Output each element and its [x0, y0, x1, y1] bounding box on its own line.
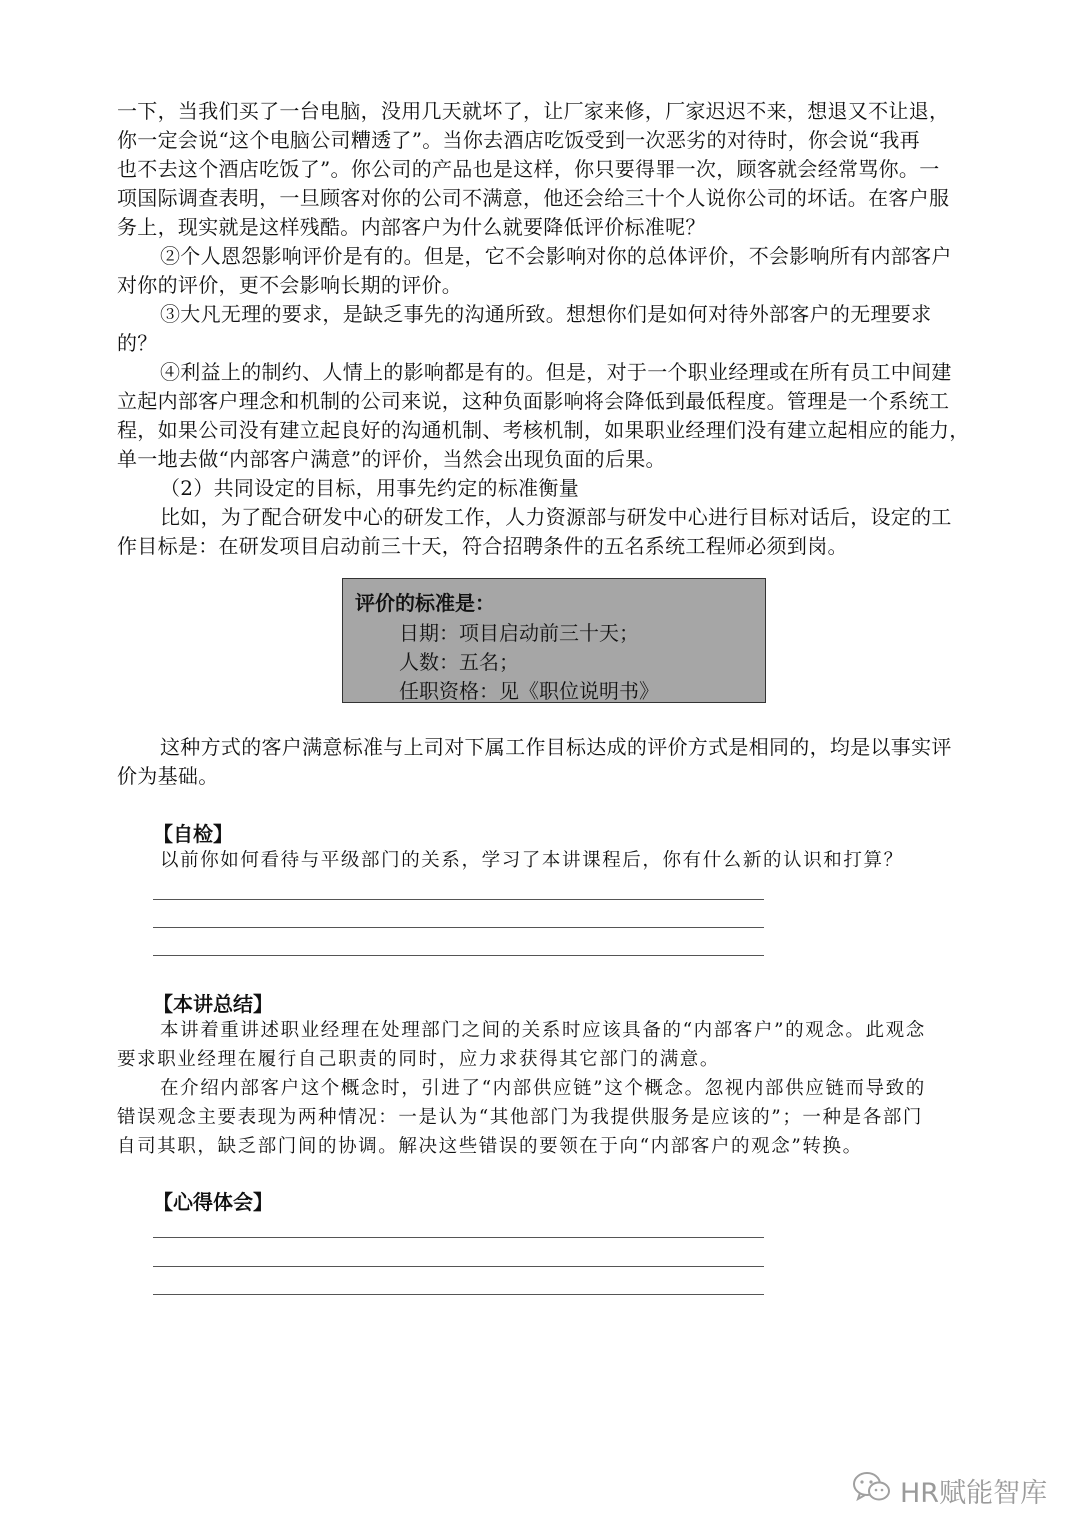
text-line: ④利益上的制约、人情上的影响都是有的。但是，对于一个职业经理或在所有员工中间建 [160, 360, 952, 384]
self-check-heading: 【自检】 [153, 822, 233, 846]
text-line: 项国际调查表明，一旦顾客对你的公司不满意，他还会给三十个人说你公司的坏话。在客户服 [117, 186, 950, 210]
criteria-box [342, 578, 766, 703]
text-line: 立起内部客户理念和机制的公司来说，这种负面影响将会降低到最低程度。管理是一个系统工 [117, 389, 950, 413]
text-line: 的？ [117, 331, 158, 355]
answer-line[interactable] [153, 1237, 764, 1238]
watermark-text: HR赋能智库 [900, 1477, 1048, 1509]
text-line: 你一定会说“这个电脑公司糟透了”。当你去酒店吃饭受到一次恶劣的对待时，你会说“我再 [117, 128, 920, 152]
text-line: 这种方式的客户满意标准与上司对下属工作目标达成的评价方式是相同的，均是以事实评 [160, 735, 952, 759]
text-line: 一下，当我们买了一台电脑，没用几天就坏了，让厂家来修，厂家迟迟不来，想退又不让退， [117, 99, 950, 123]
text-line: 单一地去做“内部客户满意”的评价，当然会出现负面的后果。 [117, 447, 666, 471]
answer-line[interactable] [153, 955, 764, 956]
text-line: ②个人恩怨影响评价是有的。但是，它不会影响对你的总体评价，不会影响所有内部客户 [160, 244, 952, 268]
text-line: 作目标是：在研发项目启动前三十天，符合招聘条件的五名系统工程师必须到岗。 [117, 534, 848, 558]
text-line: 要求职业经理在履行自己职责的同时，应力求获得其它部门的满意。 [117, 1049, 721, 1070]
text-line: 在介绍内部客户这个概念时，引进了“内部供应链”这个概念。忽视内部供应链而导致的 [160, 1078, 926, 1099]
text-line: 程，如果公司没有建立起良好的沟通机制、考核机制，如果职业经理们没有建立起相应的能力， [117, 418, 970, 442]
criteria-title: 评价的标准是： [355, 591, 495, 615]
answer-line[interactable] [153, 1294, 764, 1295]
text-line: 务上，现实就是这样残酷。内部客户为什么就要降低评价标准呢？ [117, 215, 706, 239]
text-line: 也不去这个酒店吃饭了”。你公司的产品也是这样，你只要得罪一次，顾客就会经常骂你。一 [117, 157, 940, 181]
criteria-item: 任职资格：见《职位说明书》 [399, 679, 659, 703]
answer-line[interactable] [153, 899, 764, 900]
reflection-heading: 【心得体会】 [153, 1190, 273, 1214]
answer-line[interactable] [153, 1266, 764, 1267]
text-line: ③大凡无理的要求，是缺乏事先的沟通所致。想想你们是如何对待外部客户的无理要求 [160, 302, 932, 326]
text-line: 错误观念主要表现为两种情况：一是认为“其他部门为我提供服务是应该的”；一种是各部门 [117, 1107, 924, 1128]
text-line: 自司其职，缺乏部门间的协调。解决这些错误的要领在于向“内部客户的观念”转换。 [117, 1136, 863, 1157]
self-check-question: 以前你如何看待与平级部门的关系，学习了本讲课程后，你有什么新的认识和打算？ [160, 850, 904, 871]
wechat-icon [852, 1470, 892, 1511]
answer-line[interactable] [153, 927, 764, 928]
section-subheading: （2）共同设定的目标，用事先约定的标准衡量 [160, 476, 580, 500]
summary-heading: 【本讲总结】 [153, 992, 273, 1016]
watermark [852, 1470, 1047, 1510]
criteria-item: 日期：项目启动前三十天； [399, 621, 639, 645]
text-line: 比如，为了配合研发中心的研发工作，人力资源部与研发中心进行目标对话后，设定的工 [160, 505, 952, 529]
text-line: 本讲着重讲述职业经理在处理部门之间的关系时应该具备的“内部客户”的观念。此观念 [160, 1020, 926, 1041]
text-line: 对你的评价，更不会影响长期的评价。 [117, 273, 463, 297]
criteria-item: 人数：五名； [399, 650, 519, 674]
text-line: 价为基础。 [117, 764, 219, 788]
